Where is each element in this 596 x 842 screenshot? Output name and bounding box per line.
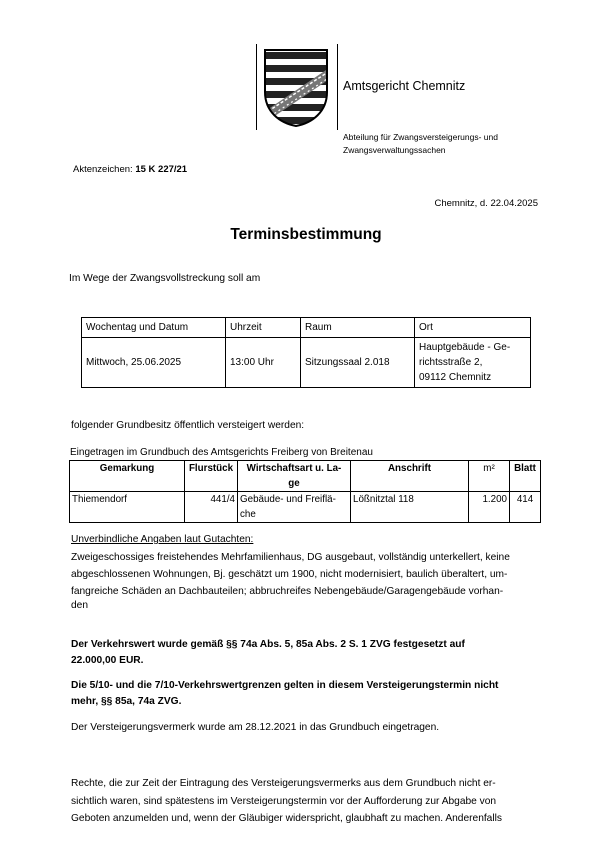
registration-note: Der Versteigerungsvermerk wurde am 28.12.2021 in das Grundbuch eingetragen. xyxy=(71,722,440,733)
valuation-line-1: Zweigeschossiges freistehendes Mehrfamilienhaus, DG ausgebaut, vollständig unterkellert, keine xyxy=(71,552,510,563)
header-divider-right xyxy=(337,44,338,130)
col-blatt: Blatt xyxy=(510,461,541,492)
col-wirtschaftsart-line-2: ge xyxy=(288,478,300,489)
col-wirtschaftsart-line-1: Wirtschaftsart u. La- xyxy=(246,463,342,474)
header-time: Uhrzeit xyxy=(226,318,301,338)
value-limits-line-1: Die 5/10- und die 7/10-Verkehrswertgrenzen gelten in diesem Versteigerungstermin nicht xyxy=(71,680,499,691)
cell-wirtschaftsart xyxy=(238,492,351,523)
land-register-caption: Eingetragen im Grundbuch des Amtsgerichts Freiberg von Breitenau xyxy=(70,447,373,458)
appointment-date: Mittwoch, 25.06.2025 xyxy=(82,338,226,388)
document-title: Terminsbestimmung xyxy=(230,226,382,243)
auction-sentence: folgender Grundbesitz öffentlich versteigert werden: xyxy=(71,420,305,431)
appointment-room: Sitzungssaal 2.018 xyxy=(301,338,415,388)
rights-line-2: sichtlich waren, sind spätestens im Versteigerungstermin vor der Aufforderung zur Abgabe von xyxy=(71,796,497,807)
cell-gemarkung: Thiemendorf xyxy=(70,492,185,523)
header-room: Raum xyxy=(301,318,415,338)
header-divider-left xyxy=(256,44,257,130)
appointment-place xyxy=(415,338,531,388)
cell-wirtschaftsart-line-1: Gebäude- und Freiflä- xyxy=(240,494,336,505)
market-value-line-1: Der Verkehrswert wurde gemäß §§ 74a Abs. 5, 85a Abs. 2 S. 1 ZVG festgesetzt auf xyxy=(71,639,465,650)
place-date: Chemnitz, d. 22.04.2025 xyxy=(434,198,538,209)
valuation-line-2: abgeschlossenen Wohnungen, Bj. geschätzt um 1900, nicht modernisiert, baulich überaltert, um- xyxy=(71,569,508,580)
rights-line-1: Rechte, die zur Zeit der Eintragung des Versteigerungsvermerks aus dem Grundbuch nicht er- xyxy=(71,778,496,789)
place-line-1: Hauptgebäude - Ge- xyxy=(419,342,511,353)
cell-anschrift: Lößnitztal 118 xyxy=(351,492,469,523)
court-name: Amtsgericht Chemnitz xyxy=(343,79,466,93)
property-table-row xyxy=(70,492,541,523)
valuation-heading: Unverbindliche Angaben laut Gutachten: xyxy=(71,534,254,545)
valuation-line-4: den xyxy=(71,600,88,611)
file-reference xyxy=(73,164,187,176)
cell-area: 1.200 xyxy=(469,492,510,523)
header-place: Ort xyxy=(415,318,531,338)
value-limits-line-2: mehr, §§ 85a, 74a ZVG. xyxy=(71,696,182,707)
col-wirtschaftsart xyxy=(238,461,351,492)
property-table xyxy=(69,460,541,523)
col-flurstueck: Flurstück xyxy=(185,461,238,492)
header-date: Wochentag und Datum xyxy=(82,318,226,338)
col-anschrift: Anschrift xyxy=(351,461,469,492)
file-reference-value: 15 K 227/21 xyxy=(135,164,188,175)
col-area: m² xyxy=(469,461,510,492)
appointment-table xyxy=(81,317,531,388)
property-table-header xyxy=(70,461,541,492)
department-line-1: Abteilung für Zwangsversteigerungs- und xyxy=(343,132,498,142)
appointment-table-header xyxy=(82,318,531,338)
cell-blatt: 414 xyxy=(510,492,541,523)
col-gemarkung: Gemarkung xyxy=(70,461,185,492)
market-value-line-2: 22.000,00 EUR. xyxy=(71,655,144,666)
valuation-line-3: fangreiche Schäden an Dachbauteilen; abbruchreifes Nebengebäude/Garagengebäude vorhan- xyxy=(71,586,504,597)
appointment-time: 13:00 Uhr xyxy=(226,338,301,388)
appointment-table-row xyxy=(82,338,531,388)
file-reference-label: Aktenzeichen: xyxy=(73,164,133,175)
cell-flurstueck: 441/4 xyxy=(185,492,238,523)
place-line-2: richtsstraße 2, xyxy=(419,357,483,368)
rights-line-3: Geboten anzumelden und, wenn der Gläubiger widerspricht, glaubhaft zu machen. Anderenfalls xyxy=(71,813,502,824)
cell-wirtschaftsart-line-2: che xyxy=(240,509,256,520)
saxony-coat-of-arms-icon xyxy=(262,46,330,128)
department-line-2: Zwangsverwaltungssachen xyxy=(343,145,446,155)
place-line-3: 09112 Chemnitz xyxy=(419,372,492,383)
intro-text: Im Wege der Zwangsvollstreckung soll am xyxy=(69,273,261,284)
